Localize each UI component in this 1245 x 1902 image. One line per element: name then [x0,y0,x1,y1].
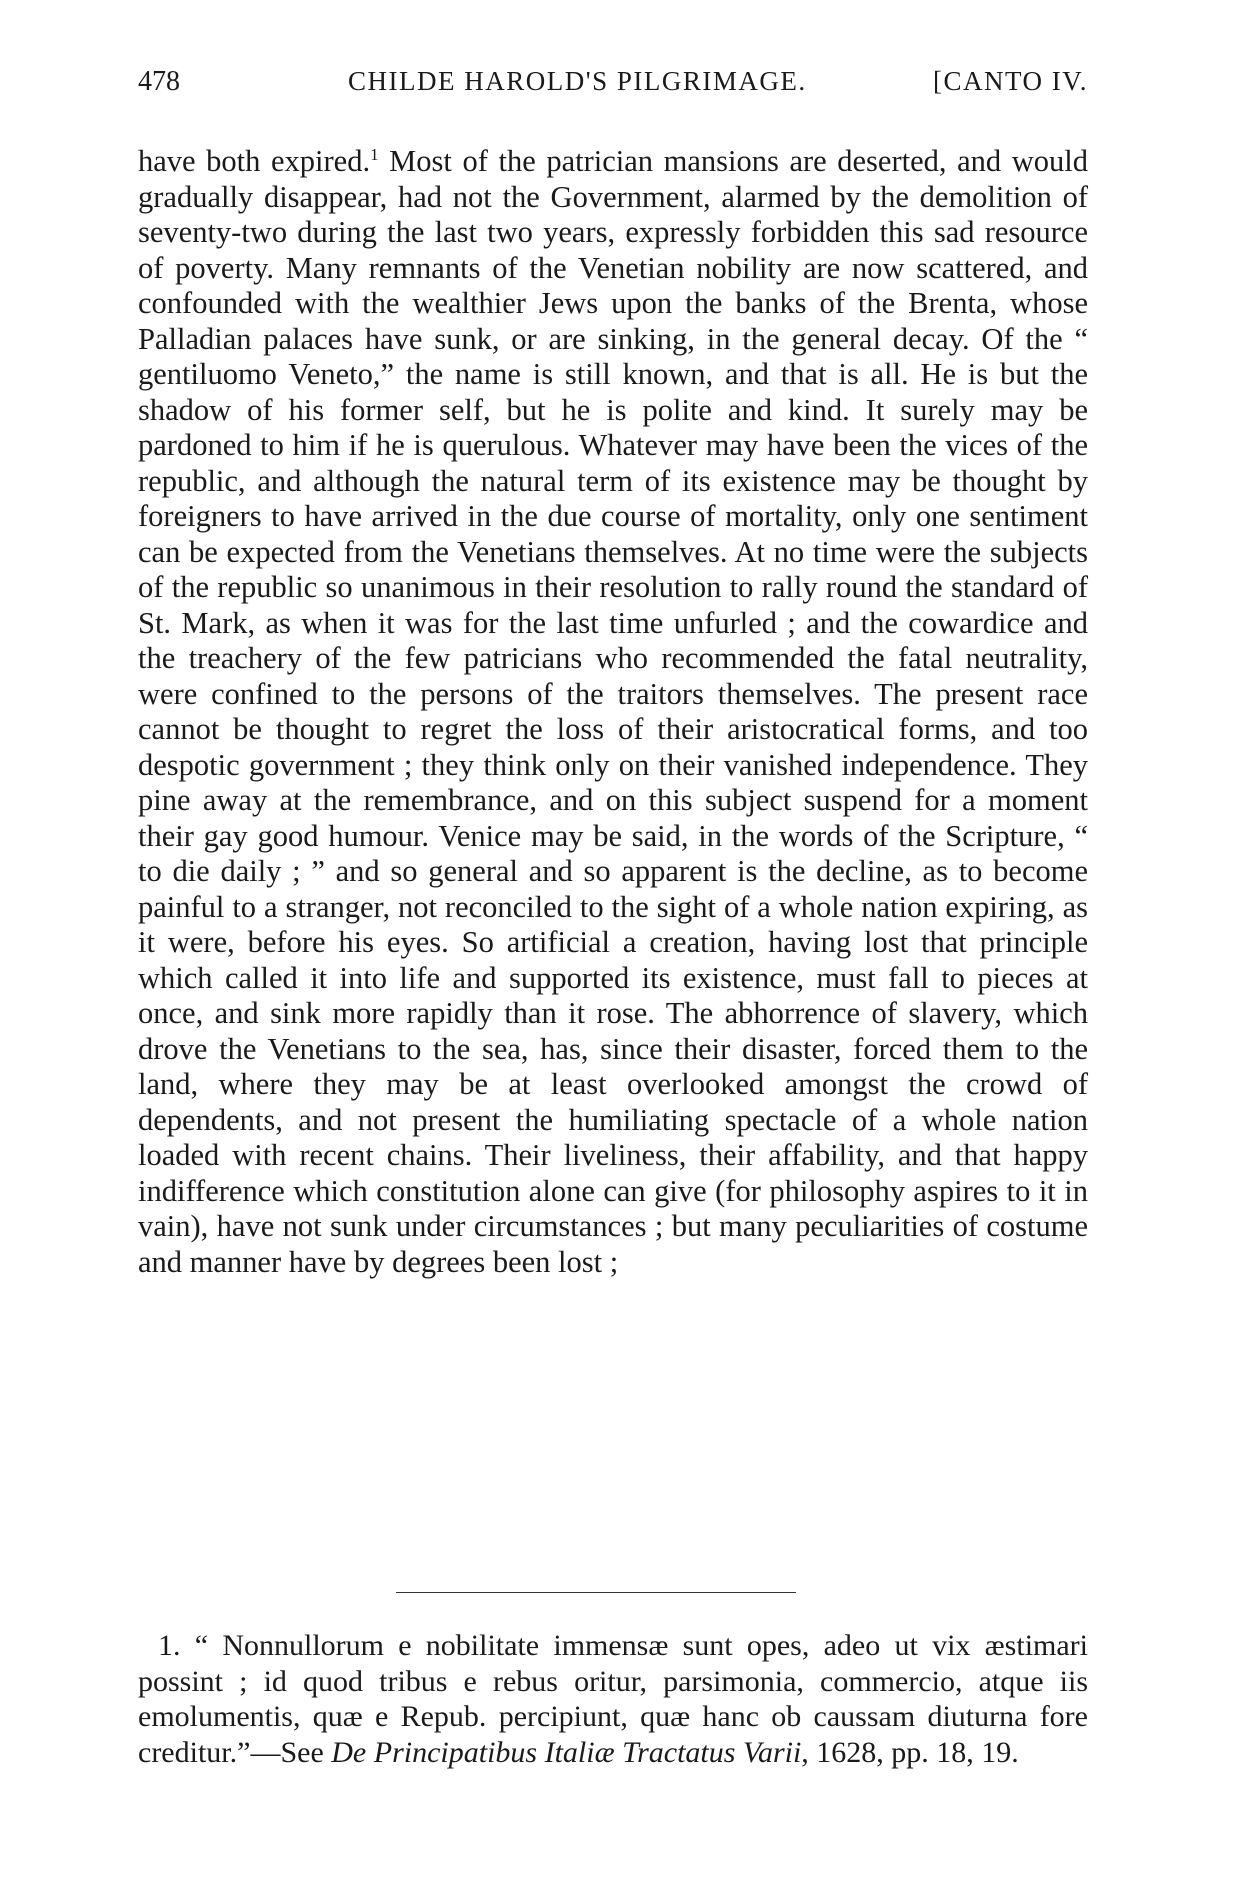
footnote-number: 1. [158,1629,181,1662]
footnote-text: “ Nonnullorum e nobilitate immensæ sunt opes, adeo ut vix æstimari possint ; id quod tribus e rebus oritur, parsimonia, commercio, atque iis emolumentis, quæ e Repub. percipiunt, quæ hanc ob caussam diuturna fore creditur.”—See [138,1629,1088,1769]
footnote [138,1628,1088,1770]
body-paragraph [138,144,1088,1280]
footnote-marker: 1 [370,145,379,164]
running-title: CHILDE HAROLD'S PILGRIMAGE. [348,66,807,96]
page-number: 478 [138,66,180,97]
canto-label: [CANTO IV. [932,66,1088,96]
footnote-divider [396,1592,796,1593]
body-main-text: Most of the patrician mansions are deserted, and would gradually disappear, had not the Government, alarmed by the demolition of seventy-two during the last two years, expressly forbidden this sad resource of poverty. Many remnants of the Venetian nobility are now scattered, and confounded with the wealthier Jews upon the banks of the Brenta, whose Palladian palaces have sunk, or are sinking, in the general decay. Of the “ gentiluomo Veneto,” the name is still known, and that is all. He is but the shadow of his former self, but he is polite and kind. It surely may be pardoned to him if he is querulous. Whatever may have been the vices of the republic, and although the natural term of its existence may be thought by foreigners to have arrived in the due course of mortality, only one sentiment can be expected from the Venetians themselves. At no time were the subjects of the republic so unanimous in their resolution to rally round the standard of St. Mark, as when it was for the last time unfurled ; and the cowardice and the treachery of the few patricians who recommended the fatal neutrality, were confined to the persons of the traitors themselves. The present race cannot be thought to regret the loss of their aristocratical forms, and too despotic government ; they think only on their vanished independence. They pine away at the remembrance, and on this subject suspend for a moment their gay good humour. Venice may be said, in the words of the Scripture, “ to die daily ; ” and so general and so apparent is the decline, as to become painful to a stranger, not reconciled to the sight of a whole nation expiring, as it were, before his eyes. So artificial a creation, having lost that principle which called it into life and supported its existence, must fall to pieces at once, and sink more rapidly than it rose. The abhorrence of slavery, which drove the Venetians to the sea, has, since their disaster, forced them to the land, where they may be at least overlooked amongst the crowd of dependents, and not present the humiliating spectacle of a whole nation loaded with recent chains. Their liveliness, their affability, and that happy indifference which constitution alone can give (for philosophy aspires to it in vain), have not sunk under circumstances ; but many peculiarities of costume and manner have by degrees been lost ; [138,144,1088,1279]
footnote-citation-tail: , 1628, pp. 18, 19. [801,1735,1019,1769]
body-lead-text: have both expired. [138,144,371,178]
running-header [138,66,1088,110]
footnote-citation-title: De Principatibus Italiæ Tractatus Varii [331,1735,802,1769]
